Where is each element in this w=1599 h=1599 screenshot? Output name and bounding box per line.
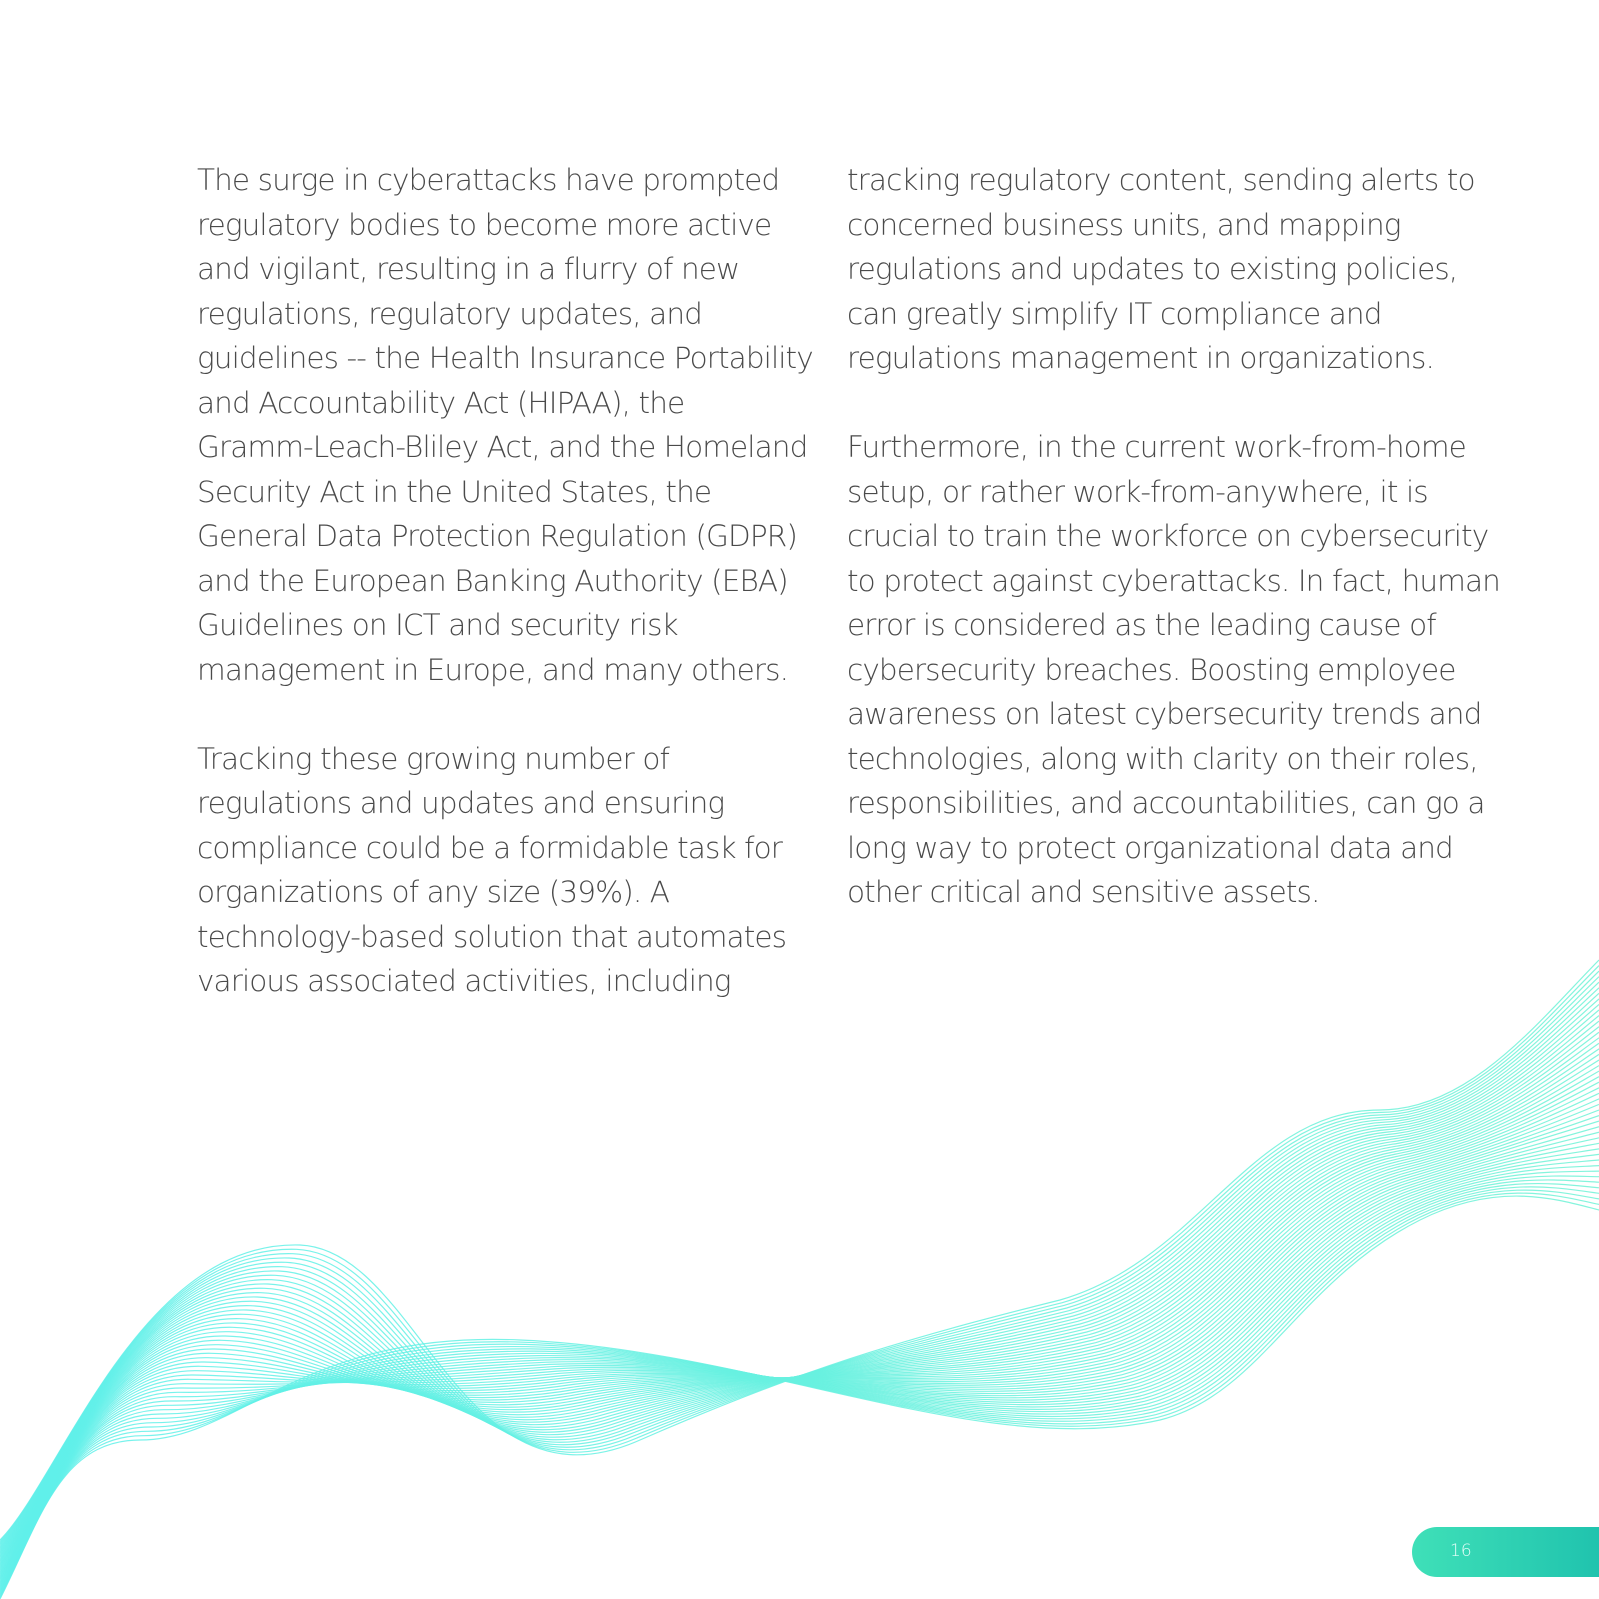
wave-strand xyxy=(0,960,1599,1540)
text-line: awareness on latest cybersecurity trends and xyxy=(847,697,1482,731)
wave-strand xyxy=(0,1193,1599,1598)
text-line: and vigilant, resulting in a flurry of new xyxy=(197,252,740,286)
wave-strand xyxy=(0,1149,1599,1585)
wave-strand xyxy=(0,1021,1599,1554)
wave-strand xyxy=(0,1077,1599,1568)
text-line: compliance could be a formidable task for xyxy=(197,830,782,865)
text-line: Gramm-Leach-Bliley Act, and the Homeland xyxy=(197,430,808,464)
wave-strand xyxy=(0,966,1599,1542)
wave-strand xyxy=(0,1132,1599,1580)
right-paragraph-2 xyxy=(847,425,1500,915)
text-line: regulatory bodies to become more active xyxy=(197,207,772,242)
wave-strand xyxy=(0,1082,1599,1569)
wave-strand xyxy=(0,1066,1599,1565)
text-line: other critical and sensitive assets. xyxy=(847,875,1320,909)
text-line: cybersecurity breaches. Boosting employee xyxy=(847,652,1456,687)
wave-strand xyxy=(0,1071,1599,1566)
text-line: Security Act in the United States, the xyxy=(197,474,712,509)
text-line: regulations, regulatory updates, and xyxy=(197,296,702,331)
wave-strand xyxy=(0,1154,1599,1586)
text-line: technologies, along with clarity on their roles, xyxy=(847,741,1478,776)
right-paragraph-1 xyxy=(847,158,1475,381)
wave-lines xyxy=(0,960,1599,1599)
wave-strand xyxy=(0,1054,1599,1562)
right-column xyxy=(847,158,1500,915)
wave-strand xyxy=(0,1010,1599,1552)
wave-strand xyxy=(0,1180,1599,1592)
left-paragraph-1 xyxy=(197,158,813,692)
wave-strand xyxy=(0,1121,1599,1578)
wave-strand xyxy=(0,1143,1599,1583)
text-line: regulations management in organizations. xyxy=(847,341,1434,375)
text-line: technology-based solution that automates xyxy=(197,919,787,954)
text-line: Guidelines on ICT and security risk xyxy=(197,608,678,642)
text-line: can greatly simplify IT compliance and xyxy=(847,296,1382,331)
text-line: tracking regulatory content, sending alerts to xyxy=(847,163,1475,197)
wave-strand xyxy=(0,1093,1599,1571)
paragraph-gap xyxy=(197,692,797,737)
wave-strand xyxy=(0,971,1599,1543)
wave-strand xyxy=(0,993,1599,1548)
wave-strand xyxy=(0,1127,1599,1580)
left-paragraph-2 xyxy=(197,737,797,1004)
wave-strand xyxy=(0,1032,1599,1557)
wave-strand xyxy=(0,1166,1599,1589)
text-line: and Accountability Act (HIPAA), the xyxy=(197,385,685,420)
text-line: long way to protect organizational data and xyxy=(847,830,1453,865)
text-line: setup, or rather work-from-anywhere, it is xyxy=(847,474,1428,509)
wave-strand xyxy=(0,1110,1599,1575)
wave-strand xyxy=(0,999,1599,1549)
wave-strand xyxy=(0,1016,1599,1554)
wave-strand xyxy=(0,982,1599,1545)
wave-strand xyxy=(0,1088,1599,1570)
text-line: various associated activities, including xyxy=(197,964,731,998)
wave-strand xyxy=(0,1104,1599,1574)
wave-strand xyxy=(0,1004,1599,1550)
text-line: to protect against cyberattacks. In fact, human xyxy=(847,563,1500,598)
text-line: guidelines -- the Health Insurance Portability xyxy=(197,341,813,375)
wave-strand xyxy=(0,1099,1599,1573)
wave-strand xyxy=(0,1027,1599,1556)
text-line: and the European Banking Authority (EBA) xyxy=(197,563,788,598)
wave-strand xyxy=(0,1184,1599,1594)
text-line: error is considered as the leading cause of xyxy=(847,608,1436,642)
wave-strand xyxy=(0,1171,1599,1590)
wave-strand xyxy=(0,1038,1599,1559)
text-line: responsibilities, and accountabilities, can go a xyxy=(847,786,1485,820)
wave-strand xyxy=(0,1138,1599,1582)
text-line: management in Europe, and many others. xyxy=(197,652,789,687)
text-line: Tracking these growing number of xyxy=(197,741,669,776)
text-line: regulations and updates to existing policies, xyxy=(847,252,1458,286)
wave-strand xyxy=(0,1043,1599,1559)
wave-strand xyxy=(0,1196,1599,1599)
wave-strand xyxy=(0,1176,1599,1591)
wave-strand xyxy=(0,1187,1599,1595)
text-line: Furthermore, in the current work-from-home xyxy=(847,430,1466,464)
wave-strand xyxy=(0,1160,1599,1587)
text-line: regulations and updates and ensuring xyxy=(197,786,725,820)
text-line: crucial to train the workforce on cybersecurity xyxy=(847,519,1489,553)
text-line: The surge in cyberattacks have prompted xyxy=(197,163,780,197)
text-line: General Data Protection Regulation (GDPR) xyxy=(197,519,797,553)
text-line: organizations of any size (39%). A xyxy=(197,875,670,909)
wave-strand xyxy=(0,1116,1599,1577)
paragraph-gap xyxy=(847,381,1467,426)
page-number-tab xyxy=(1412,1527,1599,1577)
wave-strand xyxy=(0,1060,1599,1564)
page-number: 16 xyxy=(1450,1541,1472,1561)
wave-strand xyxy=(0,988,1599,1547)
left-column xyxy=(197,158,813,1004)
wave-strand xyxy=(0,1049,1599,1561)
wave-strand xyxy=(0,977,1599,1544)
text-line: concerned business units, and mapping xyxy=(847,207,1401,242)
wave-strand xyxy=(0,1190,1599,1596)
